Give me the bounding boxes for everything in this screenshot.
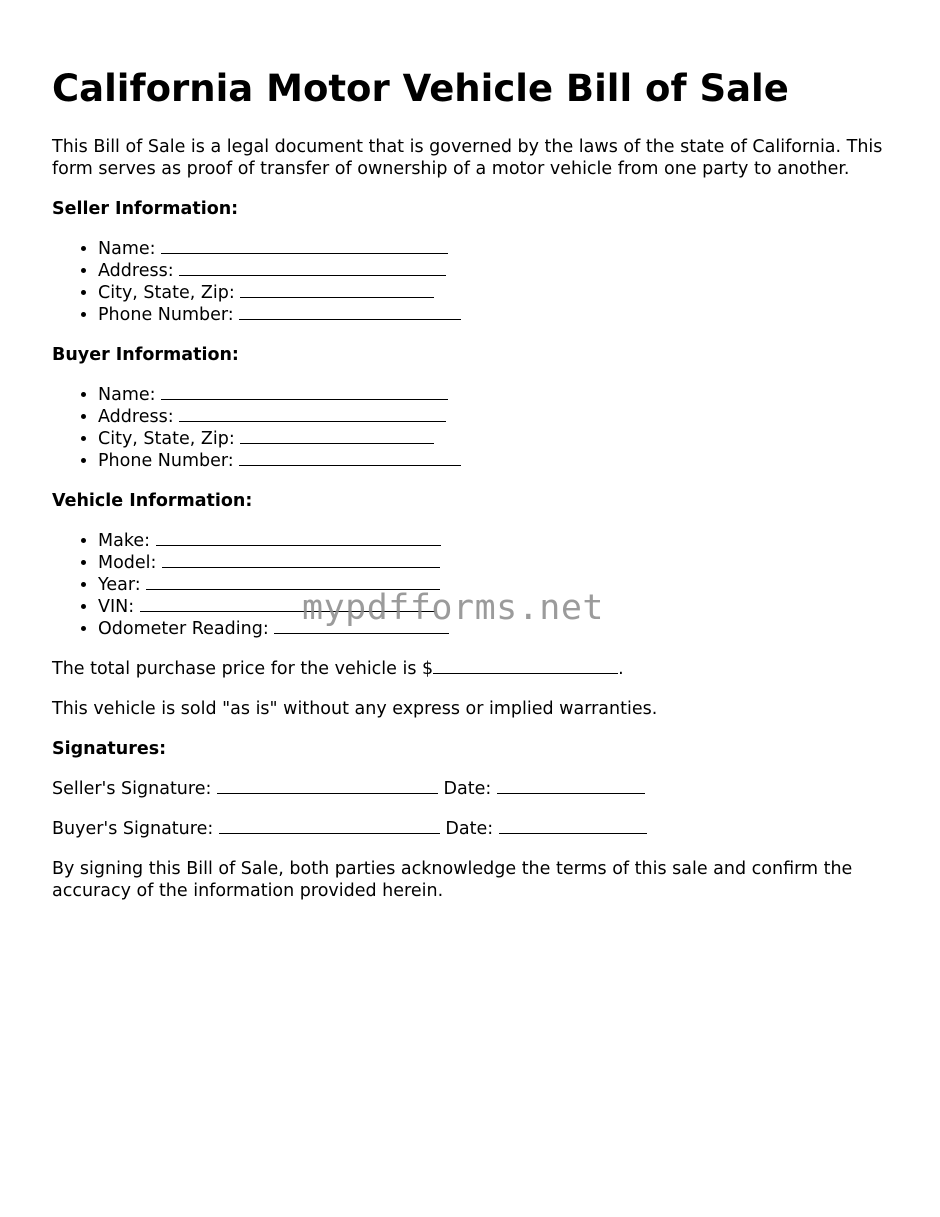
list-item: [98, 304, 902, 326]
buyer-date-label: Date:: [445, 819, 494, 839]
seller-name-label: Name:: [98, 239, 156, 259]
seller-phone-label: Phone Number:: [98, 305, 234, 325]
vehicle-year-label: Year:: [98, 575, 141, 595]
list-item: [98, 530, 902, 552]
price-suffix: .: [618, 659, 624, 679]
seller-heading: Seller Information:: [52, 199, 239, 219]
buyer-signature-label: Buyer's Signature:: [52, 819, 214, 839]
document: [52, 66, 902, 902]
buyer-address-label: Address:: [98, 407, 174, 427]
seller-address-field[interactable]: [179, 261, 446, 276]
buyer-heading: Buyer Information:: [52, 345, 239, 365]
seller-name-field[interactable]: [161, 239, 448, 254]
buyer-name-field[interactable]: [161, 385, 448, 400]
watermark: mypdfforms.net: [302, 588, 605, 628]
buyer-city-state-zip-field[interactable]: [240, 429, 434, 444]
buyer-signature-field[interactable]: [219, 819, 440, 834]
seller-signature-label: Seller's Signature:: [52, 779, 212, 799]
price-line: [52, 658, 902, 680]
price-prefix: The total purchase price for the vehicle is $: [52, 659, 434, 679]
seller-phone-field[interactable]: [239, 305, 461, 320]
price-field[interactable]: [433, 659, 618, 674]
buyer-city-state-zip-label: City, State, Zip:: [98, 429, 235, 449]
buyer-phone-field[interactable]: [239, 451, 461, 466]
list-item: [98, 450, 902, 472]
seller-address-label: Address:: [98, 261, 174, 281]
vehicle-model-label: Model:: [98, 553, 157, 573]
buyer-field-list: [52, 384, 902, 472]
seller-signature-field[interactable]: [217, 779, 438, 794]
seller-city-state-zip-label: City, State, Zip:: [98, 283, 235, 303]
vehicle-model-field[interactable]: [162, 553, 440, 568]
vehicle-vin-label: VIN:: [98, 597, 135, 617]
list-item: [98, 406, 902, 428]
list-item: [98, 260, 902, 282]
seller-field-list: [52, 238, 902, 326]
seller-date-label: Date:: [443, 779, 492, 799]
seller-city-state-zip-field[interactable]: [240, 283, 434, 298]
list-item: [98, 238, 902, 260]
vehicle-odometer-label: Odometer Reading:: [98, 619, 269, 639]
signatures-heading: Signatures:: [52, 739, 167, 759]
list-item: [98, 552, 902, 574]
list-item: [98, 282, 902, 304]
buyer-name-label: Name:: [98, 385, 156, 405]
as-is-statement: This vehicle is sold "as is" without any express or implied warranties.: [52, 699, 658, 719]
closing-statement: By signing this Bill of Sale, both parties acknowledge the terms of this sale and confirm the accuracy of the information provided herein.: [52, 859, 853, 901]
list-item: [98, 428, 902, 450]
seller-signature-line: [52, 778, 902, 800]
vehicle-heading: Vehicle Information:: [52, 491, 253, 511]
buyer-phone-label: Phone Number:: [98, 451, 234, 471]
vehicle-make-label: Make:: [98, 531, 150, 551]
buyer-date-field[interactable]: [499, 819, 647, 834]
list-item: [98, 384, 902, 406]
buyer-address-field[interactable]: [179, 407, 446, 422]
intro-paragraph: This Bill of Sale is a legal document that is governed by the laws of the state of California. This form serves as proof of transfer of ownership of a motor vehicle from one party to another.: [52, 137, 883, 179]
buyer-signature-line: [52, 818, 902, 840]
page-title: California Motor Vehicle Bill of Sale: [52, 67, 789, 110]
vehicle-make-field[interactable]: [156, 531, 441, 546]
seller-date-field[interactable]: [497, 779, 645, 794]
